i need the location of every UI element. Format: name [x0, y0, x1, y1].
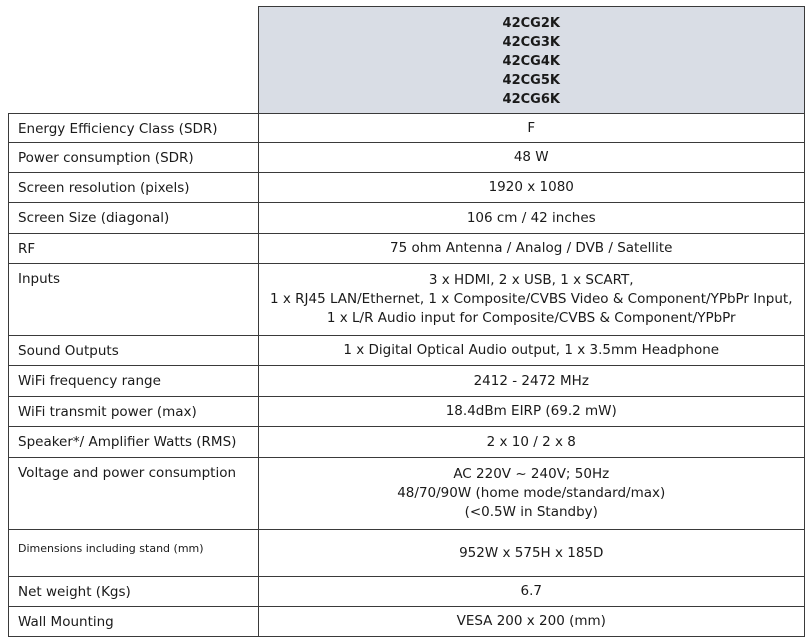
spec-label: Voltage and power consumption: [9, 458, 259, 530]
model-list-cell: [258, 7, 805, 114]
spec-row: [9, 366, 805, 397]
spec-label: WiFi transmit power (max): [9, 397, 259, 427]
spec-label: Power consumption (SDR): [9, 143, 259, 173]
spec-value: 18.4dBm EIRP (69.2 mW): [258, 397, 805, 427]
spec-value: 2412 - 2472 MHz: [258, 366, 805, 397]
header-row: [9, 7, 805, 114]
spec-label: Wall Mounting: [9, 607, 259, 637]
spec-value: 48 W: [258, 143, 805, 173]
spec-row: [9, 577, 805, 607]
spec-label: Energy Efficiency Class (SDR): [9, 114, 259, 143]
spec-value: F: [258, 114, 805, 143]
spec-row: [9, 173, 805, 203]
model-name: 42CG5K: [502, 73, 560, 88]
spec-label: Screen resolution (pixels): [9, 173, 259, 203]
spec-row: [9, 530, 805, 577]
spec-label: Speaker*/ Amplifier Watts (RMS): [9, 427, 259, 458]
spec-row: [9, 234, 805, 264]
spec-row: [9, 397, 805, 427]
model-name: 42CG6K: [502, 92, 560, 107]
spec-value: 106 cm / 42 inches: [258, 203, 805, 234]
spec-label: Dimensions including stand (mm): [9, 530, 259, 577]
header-blank-cell: [9, 7, 259, 114]
spec-label: RF: [9, 234, 259, 264]
spec-value: 75 ohm Antenna / Analog / DVB / Satellite: [258, 234, 805, 264]
spec-label: Net weight (Kgs): [9, 577, 259, 607]
spec-value: 1920 x 1080: [258, 173, 805, 203]
model-name: 42CG2K: [502, 16, 560, 31]
spec-value: AC 220V ~ 240V; 50Hz 48/70/90W (home mode/standard/max) (<0.5W in Standby): [258, 458, 805, 530]
spec-value: 2 x 10 / 2 x 8: [258, 427, 805, 458]
spec-value: VESA 200 x 200 (mm): [258, 607, 805, 637]
model-name: 42CG4K: [502, 54, 560, 69]
spec-row: [9, 264, 805, 336]
spec-label: Inputs: [9, 264, 259, 336]
spec-value: 6.7: [258, 577, 805, 607]
model-name: 42CG3K: [502, 35, 560, 50]
spec-row: [9, 143, 805, 173]
spec-value: 3 x HDMI, 2 x USB, 1 x SCART, 1 x RJ45 LAN/Ethernet, 1 x Composite/CVBS Video & Component/YPbPr Input, 1 x L/R Audio input for Composite/CVBS & Component/YPbPr: [258, 264, 805, 336]
spec-row: [9, 458, 805, 530]
spec-label: WiFi frequency range: [9, 366, 259, 397]
spec-row: [9, 336, 805, 366]
spec-value: 1 x Digital Optical Audio output, 1 x 3.5mm Headphone: [258, 336, 805, 366]
spec-label: Sound Outputs: [9, 336, 259, 366]
spec-row: [9, 427, 805, 458]
spec-row: [9, 607, 805, 637]
spec-label: Screen Size (diagonal): [9, 203, 259, 234]
spec-table: [8, 6, 805, 637]
spec-value: 952W x 575H x 185D: [258, 530, 805, 577]
spec-row: [9, 114, 805, 143]
spec-row: [9, 203, 805, 234]
